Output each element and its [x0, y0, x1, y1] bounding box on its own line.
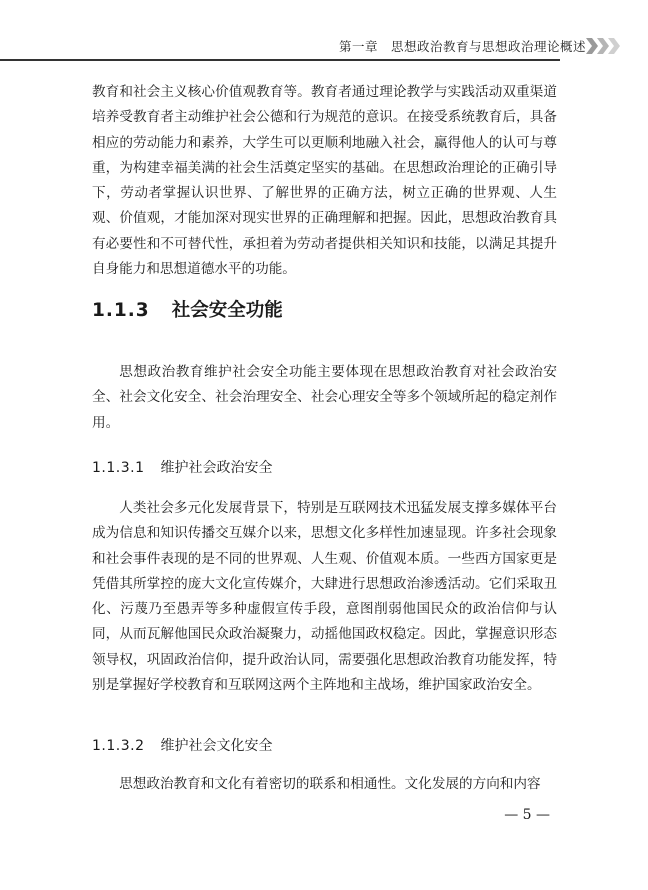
section-heading [92, 296, 283, 322]
subsection-title: 维护社会政治安全 [160, 460, 273, 476]
body-paragraph: 人类社会多元化发展背景下，特别是互联网技术迅猛发展支撑多媒体平台成为信息和知识传播交互媒介以来，思想文化多样性加速显现。许多社会现象和社会事件表现的是不同的世界观、人生观、价值观本质。一些西方国家更是凭借其所掌控的庞大文化宣传媒介，大肆进行思想政治渗透活动。它们采取丑化、污蔑乃至愚弄等多种虚假宣传手段，意图削弱他国民众的政治信仰与认同，从而瓦解他国民众政治凝聚力，动摇他国政权稳定。因此，掌握意识形态领导权，巩固政治信仰，提升政治认同，需要强化思想政治教育功能发挥，特别是掌握好学校教育和互联网这两个主阵地和主战场，维护国家政治安全。 [92, 500, 557, 694]
body-paragraph: 教育和社会主义核心价值观教育等。教育者通过理论教学与实践活动双重渠道培养受教育者主动维护社会公德和行为规范的意识。在接受系统教育后，具备相应的劳动能力和素养，大学生可以更顺利地融入社会，赢得他人的认可与尊重，为构建幸福美满的社会生活奠定坚实的基础。在思想政治理论的正确引导下，劳动者掌握认识世界、了解世界的正确方法，树立正确的世界观、人生观、价值观，才能加深对现实世界的正确理解和把握。因此，思想政治教育具有必要性和不可替代性，承担着为劳动者提供相关知识和技能，以满足其提升自身能力和思想道德水平的功能。 [92, 84, 557, 278]
body-paragraph: 思想政治教育维护社会安全功能主要体现在思想政治教育对社会政治安全、社会文化安全、社会治理安全、社会心理安全等多个领域所起的稳定剂作用。 [92, 364, 557, 431]
running-header-title: 第一章 思想政治教育与思想政治理论概述 [338, 39, 586, 54]
chevron-right-icon [586, 37, 620, 55]
header-rule [0, 59, 560, 61]
running-header [0, 31, 648, 61]
subsection-number: 1.1.3.1 [92, 460, 145, 476]
body-paragraph: 思想政治教育和文化有着密切的联系和相通性。文化发展的方向和内容 [119, 776, 541, 792]
subsection-number: 1.1.3.2 [92, 738, 145, 754]
section-number: 1.1.3 [92, 300, 150, 321]
section-title: 社会安全功能 [171, 300, 283, 321]
page-number: — 5 — [504, 807, 550, 823]
subsection-title: 维护社会文化安全 [160, 738, 273, 754]
subsection-heading [92, 735, 272, 755]
subsection-heading [92, 457, 272, 477]
